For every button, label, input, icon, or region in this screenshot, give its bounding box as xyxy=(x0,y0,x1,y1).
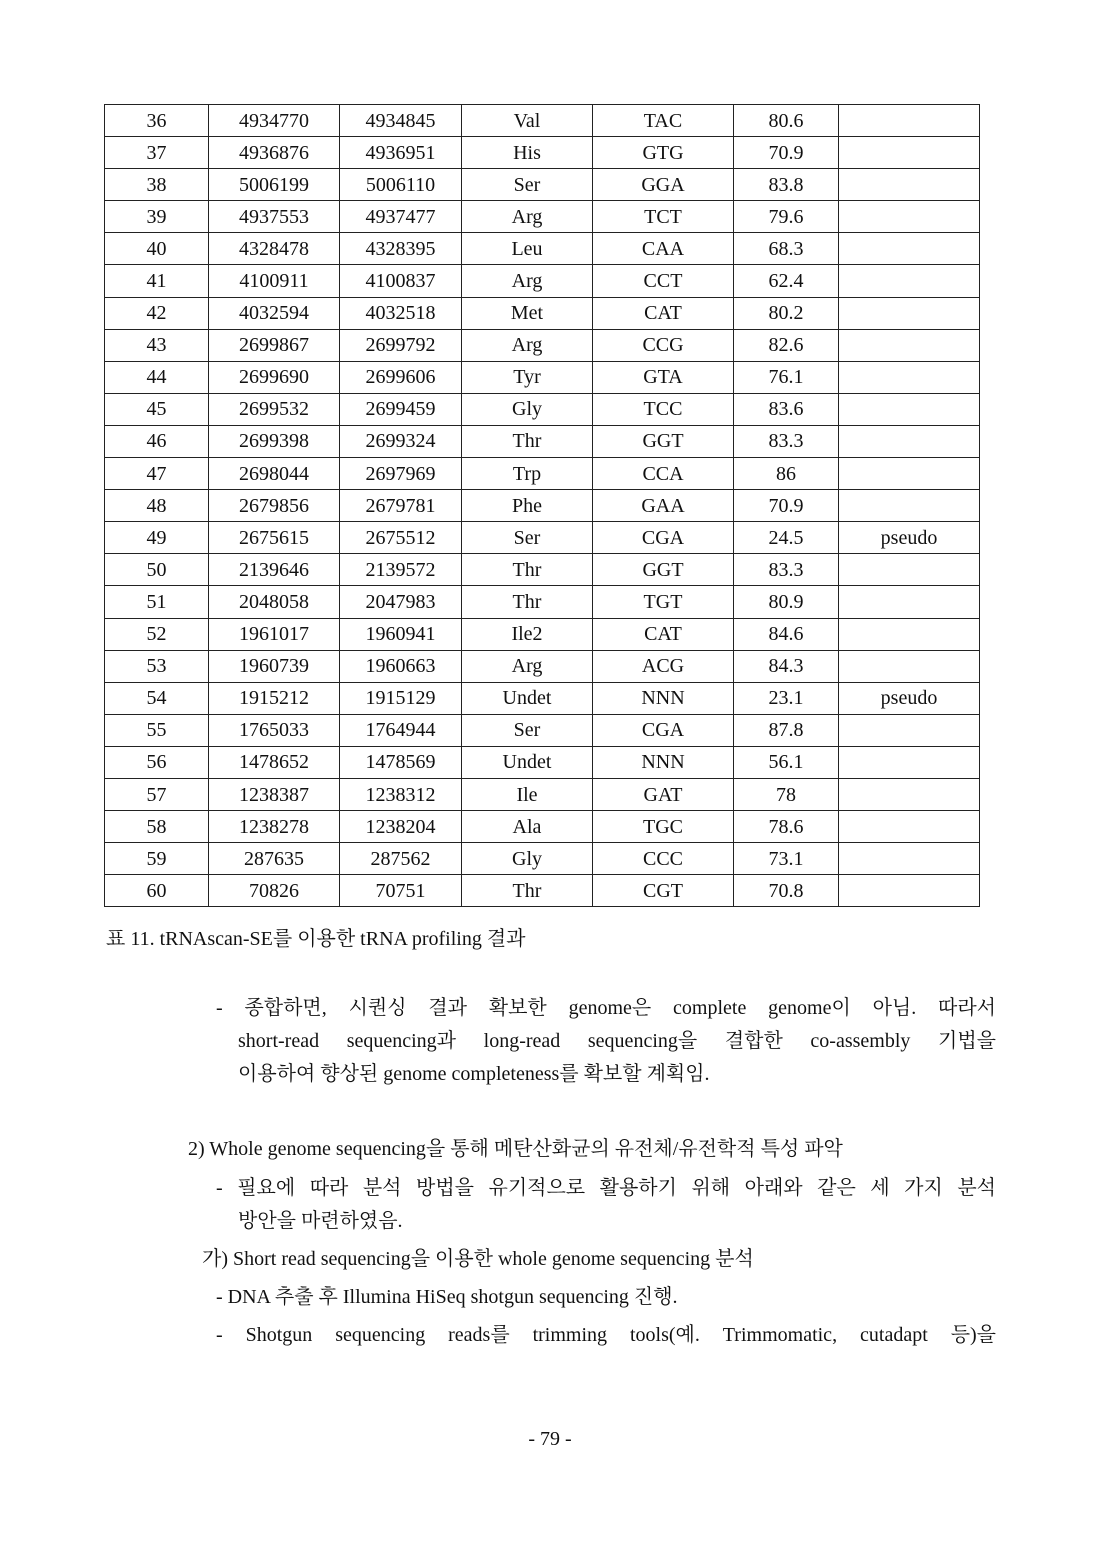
table-cell: CAT xyxy=(593,297,734,329)
table-cell: 83.3 xyxy=(734,554,839,586)
table-cell: 4934845 xyxy=(340,105,462,137)
table-row xyxy=(105,650,980,682)
table-cell: Gly xyxy=(462,843,593,875)
table-cell xyxy=(839,137,980,169)
table-cell: 1238204 xyxy=(340,811,462,843)
table-cell: 4100837 xyxy=(340,265,462,297)
table-cell: Gly xyxy=(462,393,593,425)
table-cell: 2675615 xyxy=(209,522,340,554)
table-cell: 23.1 xyxy=(734,682,839,714)
table-cell: Leu xyxy=(462,233,593,265)
table-row xyxy=(105,393,980,425)
table-cell xyxy=(839,393,980,425)
table-cell: His xyxy=(462,137,593,169)
table-cell: Ile xyxy=(462,778,593,810)
table-row xyxy=(105,618,980,650)
table-cell: GAA xyxy=(593,490,734,522)
table-cell: Ala xyxy=(462,811,593,843)
table-cell: Ser xyxy=(462,714,593,746)
table-row xyxy=(105,554,980,586)
table-cell xyxy=(839,425,980,457)
table-cell: Arg xyxy=(462,650,593,682)
table-cell: 24.5 xyxy=(734,522,839,554)
table-cell: 2699398 xyxy=(209,425,340,457)
table-cell: 2675512 xyxy=(340,522,462,554)
table-cell: 2697969 xyxy=(340,458,462,490)
trna-profiling-table xyxy=(104,104,980,907)
table-cell: Thr xyxy=(462,875,593,907)
table-cell: 2139646 xyxy=(209,554,340,586)
subsection-a-bullet-2: - Shotgun sequencing reads를 trimming tools(예. Trimmomatic, cutadapt 등)을 xyxy=(216,1324,996,1346)
table-row xyxy=(105,297,980,329)
table-cell: 80.9 xyxy=(734,586,839,618)
table-cell: 4937553 xyxy=(209,201,340,233)
table-cell: 87.8 xyxy=(734,714,839,746)
table-cell xyxy=(839,361,980,393)
table-cell: 56.1 xyxy=(734,746,839,778)
table-cell: CGA xyxy=(593,522,734,554)
table-row xyxy=(105,425,980,457)
table-cell: 51 xyxy=(105,586,209,618)
table-cell xyxy=(839,778,980,810)
table-cell: 287635 xyxy=(209,843,340,875)
table-cell: Ser xyxy=(462,522,593,554)
table-cell: 1478652 xyxy=(209,746,340,778)
table-cell: TGT xyxy=(593,586,734,618)
table-cell: Undet xyxy=(462,682,593,714)
trna-table-body xyxy=(105,105,980,907)
table-cell: Arg xyxy=(462,329,593,361)
table-cell: 40 xyxy=(105,233,209,265)
table-cell: TCT xyxy=(593,201,734,233)
table-cell: 36 xyxy=(105,105,209,137)
table-cell: 78 xyxy=(734,778,839,810)
table-cell: GAT xyxy=(593,778,734,810)
table-cell xyxy=(839,843,980,875)
table-row xyxy=(105,265,980,297)
summary-line-1: - 종합하면, 시퀀싱 결과 확보한 genome은 complete genome이 아님. 따라서 xyxy=(216,997,996,1019)
table-cell: pseudo xyxy=(839,682,980,714)
table-cell: 49 xyxy=(105,522,209,554)
table-cell: 1765033 xyxy=(209,714,340,746)
table-cell: 2047983 xyxy=(340,586,462,618)
table-cell: 39 xyxy=(105,201,209,233)
table-cell: TCC xyxy=(593,393,734,425)
table-cell: 2699324 xyxy=(340,425,462,457)
table-cell: CGT xyxy=(593,875,734,907)
table-cell: Ile2 xyxy=(462,618,593,650)
table-cell: CCA xyxy=(593,458,734,490)
table-cell: ACG xyxy=(593,650,734,682)
table-cell: CCT xyxy=(593,265,734,297)
table-cell: 2679856 xyxy=(209,490,340,522)
table-cell: 83.8 xyxy=(734,169,839,201)
table-cell xyxy=(839,875,980,907)
table-cell: 52 xyxy=(105,618,209,650)
table-cell: 56 xyxy=(105,746,209,778)
table-cell: 55 xyxy=(105,714,209,746)
table-cell: 1764944 xyxy=(340,714,462,746)
table-cell: pseudo xyxy=(839,522,980,554)
table-row xyxy=(105,233,980,265)
table-cell xyxy=(839,586,980,618)
table-cell: 80.2 xyxy=(734,297,839,329)
table-cell xyxy=(839,233,980,265)
table-cell: 70.9 xyxy=(734,490,839,522)
table-cell: 5006110 xyxy=(340,169,462,201)
table-cell xyxy=(839,458,980,490)
table-cell: Tyr xyxy=(462,361,593,393)
table-cell: Arg xyxy=(462,201,593,233)
table-cell: 73.1 xyxy=(734,843,839,875)
section-2-heading: 2) Whole genome sequencing을 통해 메탄산화균의 유전체/유전학적 특성 파악 xyxy=(188,1138,843,1160)
table-cell: 1478569 xyxy=(340,746,462,778)
table-cell: 70.8 xyxy=(734,875,839,907)
table-cell: 79.6 xyxy=(734,201,839,233)
table-row xyxy=(105,586,980,618)
table-cell xyxy=(839,650,980,682)
table-cell: 2699792 xyxy=(340,329,462,361)
table-row xyxy=(105,843,980,875)
table-row xyxy=(105,458,980,490)
table-row xyxy=(105,169,980,201)
subsection-a-bullet-1: - DNA 추출 후 Illumina HiSeq shotgun sequencing 진행. xyxy=(216,1286,678,1308)
page-number: - 79 - xyxy=(528,1428,572,1450)
table-cell: CCC xyxy=(593,843,734,875)
table-cell: 2699532 xyxy=(209,393,340,425)
table-cell: Thr xyxy=(462,586,593,618)
table-cell: 83.6 xyxy=(734,393,839,425)
table-cell: 47 xyxy=(105,458,209,490)
table-cell: 42 xyxy=(105,297,209,329)
table-cell: 38 xyxy=(105,169,209,201)
table-cell xyxy=(839,105,980,137)
table-cell: 1915129 xyxy=(340,682,462,714)
table-cell xyxy=(839,169,980,201)
table-cell: 80.6 xyxy=(734,105,839,137)
summary-line-3: 이용하여 향상된 genome completeness를 확보할 계획임. xyxy=(238,1063,710,1085)
table-cell: 2699690 xyxy=(209,361,340,393)
table-cell: Phe xyxy=(462,490,593,522)
table-cell xyxy=(839,490,980,522)
table-cell xyxy=(839,746,980,778)
table-cell: 4936876 xyxy=(209,137,340,169)
table-cell: GTG xyxy=(593,137,734,169)
table-cell: Val xyxy=(462,105,593,137)
table-row xyxy=(105,137,980,169)
table-cell xyxy=(839,201,980,233)
table-cell: 4032518 xyxy=(340,297,462,329)
table-cell xyxy=(839,265,980,297)
table-cell: 70.9 xyxy=(734,137,839,169)
table-cell: CAT xyxy=(593,618,734,650)
table-cell xyxy=(839,618,980,650)
table-cell: 1238278 xyxy=(209,811,340,843)
table-cell: 68.3 xyxy=(734,233,839,265)
table-row xyxy=(105,811,980,843)
table-cell: 1960663 xyxy=(340,650,462,682)
table-cell: 76.1 xyxy=(734,361,839,393)
table-cell: Thr xyxy=(462,425,593,457)
table-cell: Thr xyxy=(462,554,593,586)
table-cell: NNN xyxy=(593,746,734,778)
table-cell: 2699606 xyxy=(340,361,462,393)
table-cell: 1960941 xyxy=(340,618,462,650)
table-row xyxy=(105,682,980,714)
table-cell: Undet xyxy=(462,746,593,778)
table-cell xyxy=(839,297,980,329)
table-cell: 4936951 xyxy=(340,137,462,169)
table-cell: 41 xyxy=(105,265,209,297)
table-cell: Ser xyxy=(462,169,593,201)
table-cell: 78.6 xyxy=(734,811,839,843)
table-cell: Arg xyxy=(462,265,593,297)
table-cell: 287562 xyxy=(340,843,462,875)
table-row xyxy=(105,714,980,746)
table-cell: 4934770 xyxy=(209,105,340,137)
table-cell: GGT xyxy=(593,425,734,457)
table-cell: 43 xyxy=(105,329,209,361)
table-cell: TAC xyxy=(593,105,734,137)
table-row xyxy=(105,778,980,810)
table-cell: 58 xyxy=(105,811,209,843)
table-cell: 50 xyxy=(105,554,209,586)
table-cell: 83.3 xyxy=(734,425,839,457)
table-cell: CCG xyxy=(593,329,734,361)
table-cell: 45 xyxy=(105,393,209,425)
table-row xyxy=(105,361,980,393)
table-row xyxy=(105,201,980,233)
table-cell: GGT xyxy=(593,554,734,586)
table-cell: 37 xyxy=(105,137,209,169)
table-cell: 59 xyxy=(105,843,209,875)
table-row xyxy=(105,105,980,137)
table-cell: 57 xyxy=(105,778,209,810)
table-cell: 1961017 xyxy=(209,618,340,650)
table-cell: 2698044 xyxy=(209,458,340,490)
table-row xyxy=(105,329,980,361)
table-cell: 86 xyxy=(734,458,839,490)
table-cell: 4328478 xyxy=(209,233,340,265)
table-cell: Trp xyxy=(462,458,593,490)
table-cell xyxy=(839,554,980,586)
table-cell: 2048058 xyxy=(209,586,340,618)
table-cell: 2699459 xyxy=(340,393,462,425)
table-cell: CAA xyxy=(593,233,734,265)
table-row xyxy=(105,522,980,554)
table-cell: NNN xyxy=(593,682,734,714)
table-cell: 60 xyxy=(105,875,209,907)
table-cell: 70751 xyxy=(340,875,462,907)
table-cell xyxy=(839,811,980,843)
table-cell: 82.6 xyxy=(734,329,839,361)
table-caption: 표 11. tRNAscan-SE를 이용한 tRNA profiling 결과 xyxy=(106,928,526,950)
table-cell: 62.4 xyxy=(734,265,839,297)
table-cell: 4032594 xyxy=(209,297,340,329)
subsection-a-heading: 가) Short read sequencing을 이용한 whole genome sequencing 분석 xyxy=(202,1248,754,1270)
table-cell: 2679781 xyxy=(340,490,462,522)
table-cell: 48 xyxy=(105,490,209,522)
table-cell: 1238387 xyxy=(209,778,340,810)
table-cell: 84.6 xyxy=(734,618,839,650)
section-2-bullet-line-1: - 필요에 따라 분석 방법을 유기적으로 활용하기 위해 아래와 같은 세 가지 분석 xyxy=(216,1177,996,1199)
table-cell: 1238312 xyxy=(340,778,462,810)
table-cell: 4937477 xyxy=(340,201,462,233)
table-cell: 1960739 xyxy=(209,650,340,682)
summary-line-2: short-read sequencing과 long-read sequencing을 결합한 co-assembly 기법을 xyxy=(238,1030,996,1052)
table-cell: 1915212 xyxy=(209,682,340,714)
table-cell: 54 xyxy=(105,682,209,714)
table-cell: 70826 xyxy=(209,875,340,907)
table-cell: 4328395 xyxy=(340,233,462,265)
table-cell: 4100911 xyxy=(209,265,340,297)
table-cell: 5006199 xyxy=(209,169,340,201)
table-cell: 2139572 xyxy=(340,554,462,586)
section-2-bullet-line-2: 방안을 마련하였음. xyxy=(238,1210,403,1232)
table-row xyxy=(105,746,980,778)
table-cell: 44 xyxy=(105,361,209,393)
table-cell: GGA xyxy=(593,169,734,201)
table-cell: 2699867 xyxy=(209,329,340,361)
table-cell: 53 xyxy=(105,650,209,682)
table-cell: 84.3 xyxy=(734,650,839,682)
table-cell: CGA xyxy=(593,714,734,746)
table-cell: 46 xyxy=(105,425,209,457)
table-row xyxy=(105,490,980,522)
table-cell: GTA xyxy=(593,361,734,393)
table-row xyxy=(105,875,980,907)
table-cell xyxy=(839,329,980,361)
table-cell: Met xyxy=(462,297,593,329)
table-cell xyxy=(839,714,980,746)
table-cell: TGC xyxy=(593,811,734,843)
